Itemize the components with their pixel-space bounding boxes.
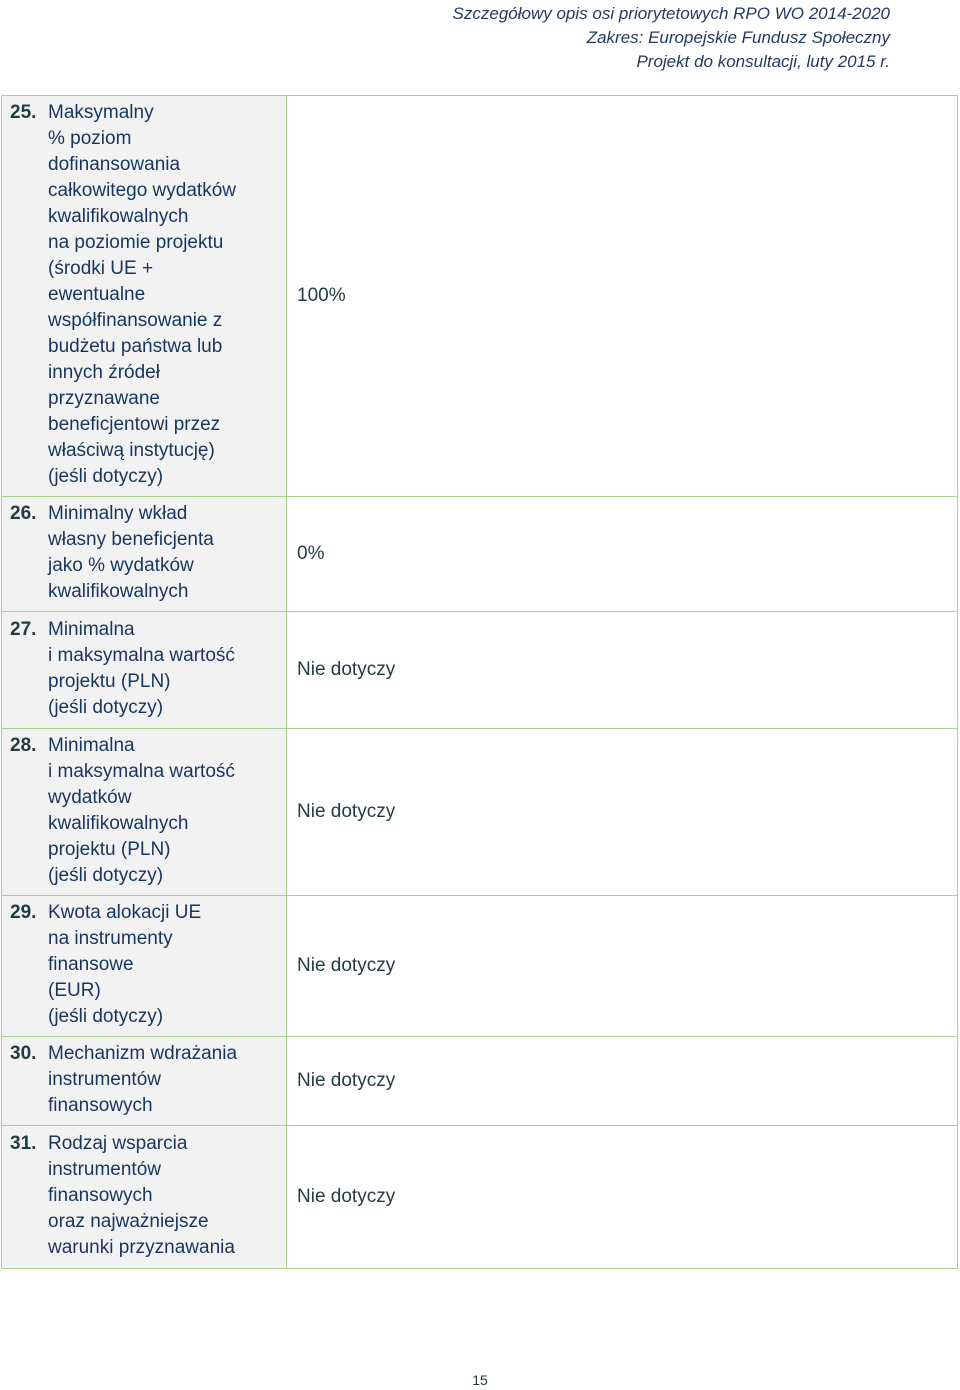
row-number: 25. [10, 102, 37, 123]
table-row [2, 896, 958, 1037]
row-number: 29. [10, 902, 37, 923]
table-row [2, 729, 958, 896]
row-label: Mechanizm wdrażania instrumentów finansowych [48, 1043, 238, 1116]
header-title: Szczegółowy opis osi priorytetowych RPO WO 2014-2020 [452, 4, 890, 23]
row-value: Nie dotyczy [297, 659, 396, 680]
priority-axis-table [1, 95, 958, 1269]
header-draft-note: Projekt do konsultacji, luty 2015 r. [636, 52, 890, 71]
row-label-cell [2, 497, 287, 612]
row-label-cell [2, 1037, 287, 1126]
row-label-cell [2, 1126, 287, 1269]
row-value: Nie dotyczy [297, 1070, 396, 1091]
row-label-cell [2, 612, 287, 729]
header-scope: Zakres: Europejskie Fundusz Społeczny [586, 28, 890, 47]
row-number: 28. [10, 735, 37, 756]
row-number: 31. [10, 1133, 37, 1154]
row-label-cell [2, 96, 287, 497]
row-label: Rodzaj wsparcia instrumentów finansowych oraz najważniejsze warunki przyznawania [48, 1133, 235, 1258]
table-row [2, 497, 958, 612]
table-row [2, 1126, 958, 1269]
row-label-cell [2, 896, 287, 1037]
row-label: Minimalny wkład własny beneficjenta jako % wydatków kwalifikowalnych [48, 503, 214, 602]
table-row [2, 1037, 958, 1126]
row-value-cell [287, 612, 958, 729]
row-label: Maksymalny % poziom dofinansowania całkowitego wydatków kwalifikowalnych na poziomie projektu (środki UE + ewentualne współfinansowanie z budżetu państwa lub innych źródeł przyznawane beneficjentowi przez właściwą instytucję) (jeśli dotyczy) [48, 102, 236, 487]
row-value-cell [287, 729, 958, 896]
row-value-cell [287, 96, 958, 497]
row-value: Nie dotyczy [297, 801, 396, 822]
row-label: Minimalna i maksymalna wartość wydatków kwalifikowalnych projektu (PLN) (jeśli dotyczy) [48, 735, 235, 886]
row-number: 30. [10, 1043, 37, 1064]
row-value: 0% [297, 543, 325, 564]
row-value-cell [287, 1037, 958, 1126]
row-value-cell [287, 896, 958, 1037]
row-number: 27. [10, 619, 37, 640]
document-header [453, 2, 890, 74]
page-number: 15 [472, 1372, 488, 1388]
row-value-cell [287, 497, 958, 612]
row-value-cell [287, 1126, 958, 1269]
row-label: Kwota alokacji UE na instrumenty finansowe (EUR) (jeśli dotyczy) [48, 902, 202, 1027]
row-label-cell [2, 729, 287, 896]
row-label: Minimalna i maksymalna wartość projektu (PLN) (jeśli dotyczy) [48, 619, 235, 718]
row-value: 100% [297, 285, 346, 306]
table-row [2, 96, 958, 497]
row-value: Nie dotyczy [297, 955, 396, 976]
table-row [2, 612, 958, 729]
row-number: 26. [10, 503, 37, 524]
row-value: Nie dotyczy [297, 1186, 396, 1207]
